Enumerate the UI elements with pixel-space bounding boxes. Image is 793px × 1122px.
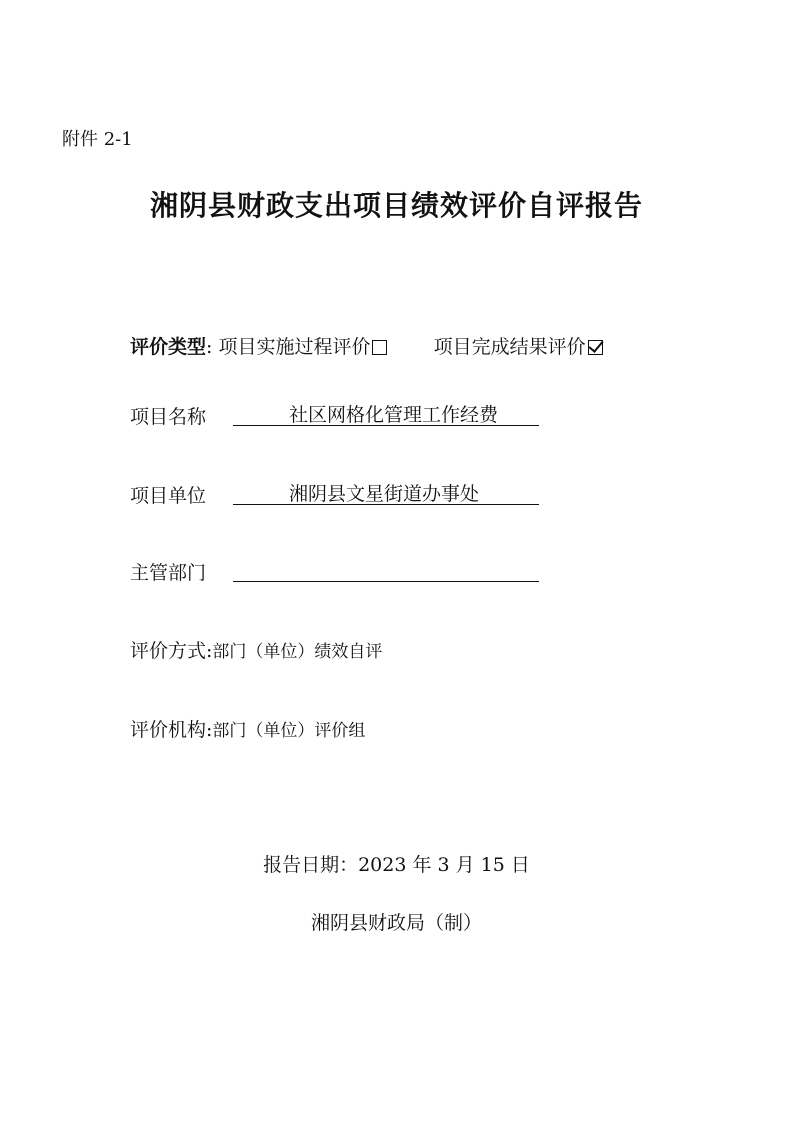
evaluation-method-label: 评价方式: bbox=[130, 640, 213, 662]
option-result-label: 项目完成结果评价 bbox=[433, 336, 586, 358]
department-field bbox=[233, 556, 539, 582]
project-name-field: 社区网格化管理工作经费 bbox=[233, 400, 539, 426]
evaluation-org-value: 部门（单位）评价组 bbox=[212, 721, 366, 741]
project-unit-label: 项目单位 bbox=[130, 485, 207, 507]
option-result-evaluation[interactable] bbox=[434, 336, 603, 358]
checked-checkbox-icon[interactable] bbox=[588, 340, 603, 355]
report-title: 湘阴县财政支出项目绩效评价自评报告 bbox=[149, 189, 643, 222]
attachment-number: 附件 2-1 bbox=[62, 129, 133, 150]
project-unit-field: 湘阴县文星街道办事处 bbox=[233, 479, 539, 505]
evaluation-org-row bbox=[130, 715, 365, 742]
department-label: 主管部门 bbox=[130, 562, 207, 584]
option-process-label: 项目实施过程评价 bbox=[218, 336, 371, 358]
issuer: 湘阴县财政局（制） bbox=[310, 912, 482, 934]
project-name-label: 项目名称 bbox=[130, 406, 207, 428]
evaluation-type-colon: : bbox=[206, 336, 213, 358]
evaluation-type-row bbox=[130, 332, 603, 359]
evaluation-method-row bbox=[130, 636, 382, 663]
report-date: 报告日期：2023 年 3 月 15 日 bbox=[263, 854, 530, 876]
evaluation-org-label: 评价机构: bbox=[130, 719, 213, 741]
evaluation-method-value: 部门（单位）绩效自评 bbox=[212, 642, 383, 662]
evaluation-type-label: 评价类型 bbox=[130, 336, 207, 358]
option-process-evaluation[interactable] bbox=[218, 336, 393, 358]
unchecked-checkbox-icon[interactable] bbox=[372, 340, 387, 355]
